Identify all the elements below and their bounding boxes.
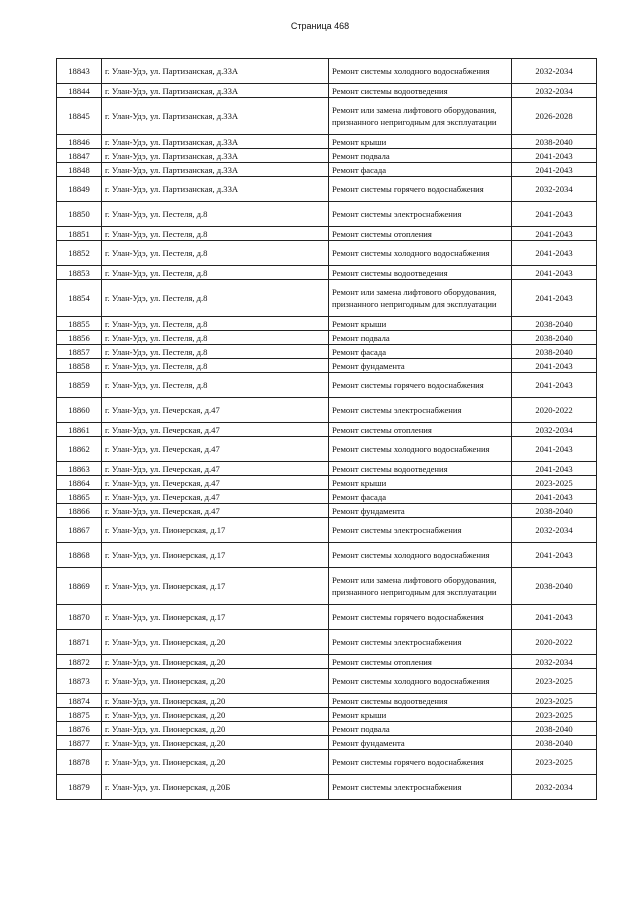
address-cell: г. Улан-Удэ, ул. Партизанская, д.33А: [102, 59, 329, 84]
address-cell: г. Улан-Удэ, ул. Пионерская, д.20: [102, 630, 329, 655]
address-cell: г. Улан-Удэ, ул. Пионерская, д.20Б: [102, 775, 329, 800]
row-number-cell: 18870: [57, 605, 102, 630]
table-row: [57, 518, 597, 543]
work-type-cell: Ремонт фасада: [329, 345, 512, 359]
work-type-cell: Ремонт системы электроснабжения: [329, 630, 512, 655]
row-number-cell: 18873: [57, 669, 102, 694]
row-number-cell: 18862: [57, 437, 102, 462]
period-cell: 2032-2034: [512, 655, 597, 669]
work-type-cell: Ремонт или замена лифтового оборудования, признанного непригодным для эксплуатации: [329, 280, 512, 317]
row-number-cell: 18877: [57, 736, 102, 750]
work-type-cell: Ремонт крыши: [329, 135, 512, 149]
period-cell: 2038-2040: [512, 568, 597, 605]
address-cell: г. Улан-Удэ, ул. Печерская, д.47: [102, 437, 329, 462]
period-cell: 2041-2043: [512, 149, 597, 163]
address-cell: г. Улан-Удэ, ул. Пионерская, д.20: [102, 750, 329, 775]
row-number-cell: 18863: [57, 462, 102, 476]
address-cell: г. Улан-Удэ, ул. Пионерская, д.20: [102, 694, 329, 708]
address-cell: г. Улан-Удэ, ул. Пионерская, д.20: [102, 708, 329, 722]
row-number-cell: 18872: [57, 655, 102, 669]
row-number-cell: 18857: [57, 345, 102, 359]
address-cell: г. Улан-Удэ, ул. Печерская, д.47: [102, 504, 329, 518]
table-row: [57, 331, 597, 345]
table-row: [57, 504, 597, 518]
work-type-cell: Ремонт системы водоотведения: [329, 266, 512, 280]
table-row: [57, 462, 597, 476]
address-cell: г. Улан-Удэ, ул. Печерская, д.47: [102, 490, 329, 504]
period-cell: 2038-2040: [512, 504, 597, 518]
address-cell: г. Улан-Удэ, ул. Пестеля, д.8: [102, 373, 329, 398]
table-row: [57, 280, 597, 317]
address-cell: г. Улан-Удэ, ул. Печерская, д.47: [102, 476, 329, 490]
row-number-cell: 18845: [57, 98, 102, 135]
row-number-cell: 18879: [57, 775, 102, 800]
address-cell: г. Улан-Удэ, ул. Пионерская, д.20: [102, 655, 329, 669]
table-row: [57, 177, 597, 202]
period-cell: 2032-2034: [512, 177, 597, 202]
address-cell: г. Улан-Удэ, ул. Пионерская, д.20: [102, 722, 329, 736]
work-type-cell: Ремонт или замена лифтового оборудования, признанного непригодным для эксплуатации: [329, 98, 512, 135]
row-number-cell: 18843: [57, 59, 102, 84]
period-cell: 2026-2028: [512, 98, 597, 135]
row-number-cell: 18859: [57, 373, 102, 398]
row-number-cell: 18874: [57, 694, 102, 708]
work-type-cell: Ремонт системы отопления: [329, 423, 512, 437]
address-cell: г. Улан-Удэ, ул. Партизанская, д.33А: [102, 98, 329, 135]
address-cell: г. Улан-Удэ, ул. Пестеля, д.8: [102, 317, 329, 331]
work-type-cell: Ремонт системы холодного водоснабжения: [329, 437, 512, 462]
table-row: [57, 750, 597, 775]
address-cell: г. Улан-Удэ, ул. Пестеля, д.8: [102, 331, 329, 345]
row-number-cell: 18876: [57, 722, 102, 736]
work-type-cell: Ремонт системы горячего водоснабжения: [329, 177, 512, 202]
row-number-cell: 18875: [57, 708, 102, 722]
row-number-cell: 18878: [57, 750, 102, 775]
table-row: [57, 266, 597, 280]
work-type-cell: Ремонт системы электроснабжения: [329, 398, 512, 423]
row-number-cell: 18864: [57, 476, 102, 490]
work-type-cell: Ремонт системы горячего водоснабжения: [329, 373, 512, 398]
work-type-cell: Ремонт системы электроснабжения: [329, 202, 512, 227]
row-number-cell: 18869: [57, 568, 102, 605]
period-cell: 2041-2043: [512, 462, 597, 476]
row-number-cell: 18851: [57, 227, 102, 241]
table-row: [57, 227, 597, 241]
table-row: [57, 373, 597, 398]
address-cell: г. Улан-Удэ, ул. Пионерская, д.20: [102, 736, 329, 750]
table-row: [57, 736, 597, 750]
work-type-cell: Ремонт системы холодного водоснабжения: [329, 543, 512, 568]
address-cell: г. Улан-Удэ, ул. Партизанская, д.33А: [102, 149, 329, 163]
table-row: [57, 490, 597, 504]
work-type-cell: Ремонт системы отопления: [329, 227, 512, 241]
work-type-cell: Ремонт системы холодного водоснабжения: [329, 669, 512, 694]
period-cell: 2020-2022: [512, 398, 597, 423]
row-number-cell: 18847: [57, 149, 102, 163]
work-type-cell: Ремонт системы электроснабжения: [329, 518, 512, 543]
table-row: [57, 605, 597, 630]
work-type-cell: Ремонт фундамента: [329, 504, 512, 518]
work-type-cell: Ремонт подвала: [329, 149, 512, 163]
table-row: [57, 241, 597, 266]
work-type-cell: Ремонт крыши: [329, 476, 512, 490]
row-number-cell: 18860: [57, 398, 102, 423]
period-cell: 2041-2043: [512, 437, 597, 462]
table-row: [57, 345, 597, 359]
table-row: [57, 163, 597, 177]
row-number-cell: 18855: [57, 317, 102, 331]
period-cell: 2041-2043: [512, 241, 597, 266]
period-cell: 2032-2034: [512, 84, 597, 98]
work-type-cell: Ремонт фундамента: [329, 736, 512, 750]
address-cell: г. Улан-Удэ, ул. Партизанская, д.33А: [102, 163, 329, 177]
address-cell: г. Улан-Удэ, ул. Пестеля, д.8: [102, 359, 329, 373]
address-cell: г. Улан-Удэ, ул. Пестеля, д.8: [102, 227, 329, 241]
period-cell: 2041-2043: [512, 373, 597, 398]
row-number-cell: 18867: [57, 518, 102, 543]
table-row: [57, 317, 597, 331]
table-row: [57, 568, 597, 605]
period-cell: 2038-2040: [512, 317, 597, 331]
row-number-cell: 18846: [57, 135, 102, 149]
table-row: [57, 694, 597, 708]
table-row: [57, 98, 597, 135]
period-cell: 2023-2025: [512, 669, 597, 694]
table-row: [57, 84, 597, 98]
table-row: [57, 202, 597, 227]
table-row: [57, 149, 597, 163]
work-type-cell: Ремонт системы горячего водоснабжения: [329, 750, 512, 775]
period-cell: 2041-2043: [512, 227, 597, 241]
period-cell: 2041-2043: [512, 163, 597, 177]
address-cell: г. Улан-Удэ, ул. Пионерская, д.17: [102, 518, 329, 543]
work-type-cell: Ремонт системы водоотведения: [329, 462, 512, 476]
period-cell: 2032-2034: [512, 775, 597, 800]
period-cell: 2032-2034: [512, 59, 597, 84]
table-row: [57, 543, 597, 568]
row-number-cell: 18850: [57, 202, 102, 227]
address-cell: г. Улан-Удэ, ул. Пестеля, д.8: [102, 202, 329, 227]
period-cell: 2041-2043: [512, 280, 597, 317]
repair-schedule-table: [56, 58, 597, 800]
row-number-cell: 18865: [57, 490, 102, 504]
address-cell: г. Улан-Удэ, ул. Пионерская, д.17: [102, 605, 329, 630]
row-number-cell: 18848: [57, 163, 102, 177]
address-cell: г. Улан-Удэ, ул. Пионерская, д.17: [102, 568, 329, 605]
table-row: [57, 708, 597, 722]
period-cell: 2041-2043: [512, 266, 597, 280]
address-cell: г. Улан-Удэ, ул. Пестеля, д.8: [102, 266, 329, 280]
table-row: [57, 359, 597, 373]
work-type-cell: Ремонт системы водоотведения: [329, 694, 512, 708]
period-cell: 2038-2040: [512, 345, 597, 359]
address-cell: г. Улан-Удэ, ул. Печерская, д.47: [102, 462, 329, 476]
work-type-cell: Ремонт подвала: [329, 722, 512, 736]
table-row: [57, 722, 597, 736]
work-type-cell: Ремонт системы электроснабжения: [329, 775, 512, 800]
period-cell: 2032-2034: [512, 423, 597, 437]
period-cell: 2023-2025: [512, 476, 597, 490]
table-row: [57, 398, 597, 423]
table-row: [57, 669, 597, 694]
period-cell: 2041-2043: [512, 202, 597, 227]
work-type-cell: Ремонт системы водоотведения: [329, 84, 512, 98]
page-header: Страница 468: [290, 21, 350, 31]
work-type-cell: Ремонт подвала: [329, 331, 512, 345]
row-number-cell: 18871: [57, 630, 102, 655]
period-cell: 2023-2025: [512, 750, 597, 775]
period-cell: 2038-2040: [512, 736, 597, 750]
work-type-cell: Ремонт фасада: [329, 490, 512, 504]
address-cell: г. Улан-Удэ, ул. Печерская, д.47: [102, 423, 329, 437]
row-number-cell: 18868: [57, 543, 102, 568]
period-cell: 2023-2025: [512, 708, 597, 722]
table-row: [57, 135, 597, 149]
address-cell: г. Улан-Удэ, ул. Пионерская, д.20: [102, 669, 329, 694]
period-cell: 2032-2034: [512, 518, 597, 543]
address-cell: г. Улан-Удэ, ул. Пионерская, д.17: [102, 543, 329, 568]
work-type-cell: Ремонт или замена лифтового оборудования, признанного непригодным для эксплуатации: [329, 568, 512, 605]
work-type-cell: Ремонт крыши: [329, 317, 512, 331]
table-row: [57, 437, 597, 462]
row-number-cell: 18844: [57, 84, 102, 98]
table-row: [57, 423, 597, 437]
address-cell: г. Улан-Удэ, ул. Пестеля, д.8: [102, 241, 329, 266]
period-cell: 2041-2043: [512, 490, 597, 504]
period-cell: 2041-2043: [512, 543, 597, 568]
row-number-cell: 18853: [57, 266, 102, 280]
address-cell: г. Улан-Удэ, ул. Партизанская, д.33А: [102, 135, 329, 149]
period-cell: 2041-2043: [512, 605, 597, 630]
row-number-cell: 18861: [57, 423, 102, 437]
row-number-cell: 18854: [57, 280, 102, 317]
period-cell: 2038-2040: [512, 135, 597, 149]
table-row: [57, 655, 597, 669]
address-cell: г. Улан-Удэ, ул. Пестеля, д.8: [102, 280, 329, 317]
work-type-cell: Ремонт крыши: [329, 708, 512, 722]
row-number-cell: 18858: [57, 359, 102, 373]
row-number-cell: 18856: [57, 331, 102, 345]
table-row: [57, 476, 597, 490]
address-cell: г. Улан-Удэ, ул. Печерская, д.47: [102, 398, 329, 423]
work-type-cell: Ремонт системы холодного водоснабжения: [329, 59, 512, 84]
row-number-cell: 18866: [57, 504, 102, 518]
address-cell: г. Улан-Удэ, ул. Партизанская, д.33А: [102, 177, 329, 202]
work-type-cell: Ремонт системы отопления: [329, 655, 512, 669]
work-type-cell: Ремонт системы горячего водоснабжения: [329, 605, 512, 630]
period-cell: 2020-2022: [512, 630, 597, 655]
period-cell: 2038-2040: [512, 331, 597, 345]
work-type-cell: Ремонт фасада: [329, 163, 512, 177]
period-cell: 2023-2025: [512, 694, 597, 708]
work-type-cell: Ремонт системы холодного водоснабжения: [329, 241, 512, 266]
row-number-cell: 18849: [57, 177, 102, 202]
table-row: [57, 59, 597, 84]
table-row: [57, 630, 597, 655]
address-cell: г. Улан-Удэ, ул. Пестеля, д.8: [102, 345, 329, 359]
period-cell: 2041-2043: [512, 359, 597, 373]
table-body: [57, 59, 597, 800]
period-cell: 2038-2040: [512, 722, 597, 736]
table-row: [57, 775, 597, 800]
address-cell: г. Улан-Удэ, ул. Партизанская, д.33А: [102, 84, 329, 98]
row-number-cell: 18852: [57, 241, 102, 266]
work-type-cell: Ремонт фундамента: [329, 359, 512, 373]
